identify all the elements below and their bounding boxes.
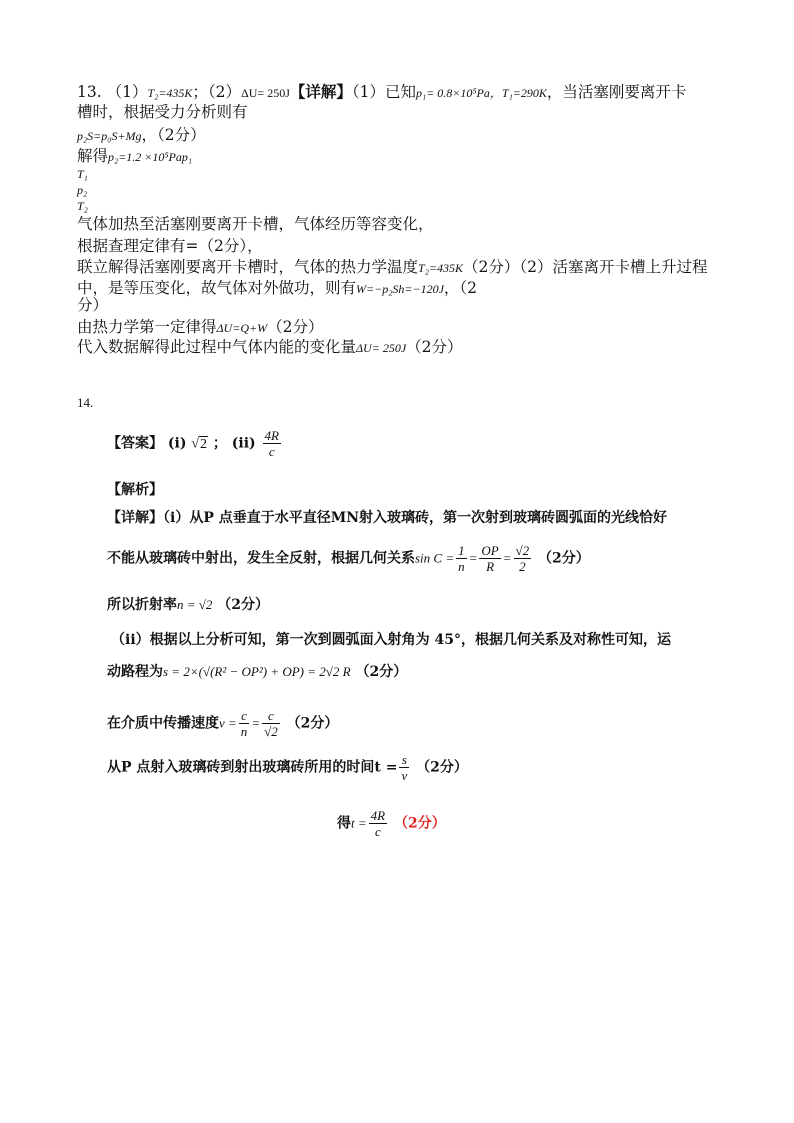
q13-part1: （1） bbox=[106, 83, 148, 101]
q14-f2-num: OP bbox=[481, 543, 499, 558]
q14-f5-num: c bbox=[262, 708, 280, 724]
q14-detail-line-4: （ii）根据以上分析可知，第一次到圆弧面入射角为 45°，根据几何关系及对称性可知，运 bbox=[111, 632, 671, 648]
q14-f4-den: n bbox=[240, 724, 248, 739]
q14-analysis-label: 【解析】 bbox=[107, 482, 163, 498]
q14-frac-4r-c bbox=[369, 808, 387, 839]
q13-line-9: 根据查理定律有=（2分）， bbox=[77, 237, 263, 255]
q14-answer-line bbox=[107, 428, 283, 459]
q14-f4-num: c bbox=[239, 708, 250, 724]
q14-frac-op-r bbox=[479, 543, 500, 574]
q14-f1-num: 1 bbox=[458, 543, 465, 558]
q14-detail-line-1: 【详解】（i）从P 点垂直于水平直径MN射入玻璃砖，第一次射到玻璃砖圆弧面的光线恰好 bbox=[107, 510, 668, 526]
q13-line-10 bbox=[77, 257, 707, 278]
q14-f6-den: v bbox=[401, 768, 408, 783]
q14-answer-sqrt: √2 bbox=[191, 436, 208, 452]
q14-answer-frac-num: 4R bbox=[264, 428, 279, 443]
q14-detail-line-3 bbox=[107, 595, 269, 615]
q14-answer-radicand: 2 bbox=[200, 436, 208, 452]
q14-f3-num: √2 bbox=[515, 543, 530, 558]
q13-points: ，（2分） bbox=[141, 126, 206, 144]
q14-answer-fraction bbox=[263, 428, 281, 459]
q14-path-equation: s = 2×(√(R² − OP²) + OP) = 2√2 R bbox=[163, 664, 351, 679]
q13-sep: ；（2） bbox=[192, 83, 242, 101]
q14-detail-line-2: 不能从玻璃砖中射出，发生全反射，根据几何关系sin C = $\frac{1}{n}$ = $\frac{OP}{R}$ = $\frac{√2}{2}$ （2分） bbox=[107, 543, 590, 574]
q14-refractive-index: n = √2 bbox=[177, 597, 213, 612]
q14-detail-line-8 bbox=[337, 808, 446, 839]
q14-d3-pts: （2分） bbox=[217, 597, 270, 613]
q14-d5-pts: （2分） bbox=[355, 664, 408, 680]
q14-frac-c-n bbox=[239, 708, 250, 739]
q14-velocity: v = bbox=[219, 715, 237, 731]
q14-frac-sqrt2-2 bbox=[514, 543, 532, 574]
q14-d6-pts: （2分） bbox=[286, 715, 339, 732]
q13-work-equation: W=−p₂Sh=−120J bbox=[356, 282, 444, 296]
q13-fragment-t2: T₂ bbox=[77, 199, 88, 213]
q13-line-8: 气体加热至活塞刚要离开卡槽，气体经历等容变化， bbox=[77, 215, 434, 233]
q13-line-14 bbox=[77, 337, 463, 358]
q14-detail-line-6: 在介质中传播速度v = $\frac{c}{n}$ = $\frac{c}{√2}$ （2分） bbox=[107, 708, 339, 739]
q14-frac-s-v bbox=[399, 752, 409, 783]
q13-force-equation: p₂S=p₀S+Mg bbox=[77, 129, 142, 143]
q14-f1-den: n bbox=[458, 559, 465, 574]
q14-detail-line-7 bbox=[107, 752, 468, 783]
q14-d2-text: 不能从玻璃砖中射出，发生全反射，根据几何关系 bbox=[107, 550, 415, 567]
q13-l11-tail: ，（2 bbox=[443, 279, 478, 297]
q14-answer-ii: (ii) bbox=[231, 435, 256, 452]
q13-line-3 bbox=[77, 125, 206, 146]
q14-answer-frac-den: c bbox=[268, 444, 275, 459]
q13-line-12: 分） bbox=[77, 296, 109, 314]
q13-p1: p₁= 0.8×10⁵Pa bbox=[416, 86, 490, 100]
q13-l10-text: 联立解得活塞刚要离开卡槽时，气体的热力学温度 bbox=[77, 258, 419, 276]
q14-d2-pts: （2分） bbox=[538, 550, 590, 567]
q14-d7-pts: （2分） bbox=[416, 759, 468, 776]
q13-first-law: ΔU=Q+W bbox=[216, 321, 268, 335]
q14-time: t = bbox=[351, 815, 367, 831]
q13-p1-fragment: p₁ bbox=[181, 150, 193, 164]
q14-frac-c-sqrt2 bbox=[262, 708, 280, 739]
q13-fragment-p2: p₂ bbox=[77, 183, 88, 197]
q14-d7-text: 从P 点射入玻璃砖到射出玻璃砖所用的时间t = bbox=[107, 759, 398, 776]
q13-text: （1）已知 bbox=[351, 83, 417, 101]
q13-tail: ，当活塞刚要离开卡 bbox=[546, 83, 687, 101]
q13-fragment-t1: T₁ bbox=[77, 167, 88, 181]
q13-number: 13. bbox=[77, 83, 102, 101]
q13-line-13 bbox=[77, 317, 323, 338]
q14-number: 14. bbox=[77, 395, 94, 410]
q14-answer-i: (i) bbox=[167, 435, 187, 452]
q13-p2-result: p₂=1.2 ×10⁵Pa bbox=[108, 150, 182, 164]
q13-l10-tail: （2分）（2）活塞离开卡槽上升过程 bbox=[462, 258, 708, 276]
q14-f2-den: R bbox=[486, 559, 495, 574]
q13-answer2: ΔU= 250J bbox=[241, 86, 290, 100]
q14-f6-num: s bbox=[399, 752, 409, 768]
q14-d6-text: 在介质中传播速度 bbox=[107, 715, 219, 732]
q13-line-4 bbox=[77, 146, 192, 167]
q14-d8-pts-red: （2分） bbox=[393, 815, 446, 832]
q14-f3-den: 2 bbox=[519, 559, 526, 574]
q14-sin-c: sin C = bbox=[415, 550, 455, 566]
q14-d5-text: 动路程为 bbox=[107, 664, 163, 680]
q14-answer-sep: ； bbox=[212, 435, 227, 452]
q14-answer-label: 【答案】 bbox=[107, 435, 163, 452]
q14-f7-den: c bbox=[374, 824, 381, 839]
q13-l13-pts: （2分） bbox=[267, 318, 324, 336]
q13-energy-result: ΔU= 250J bbox=[356, 341, 407, 355]
q13-solve-label: 解得 bbox=[77, 147, 109, 165]
q13-line-2: 槽时，根据受力分析则有 bbox=[77, 103, 248, 121]
q14-f5-den: √2 bbox=[264, 724, 278, 739]
q13-l14-pts: （2分） bbox=[406, 338, 463, 356]
q13-l13-text: 由热力学第一定律得 bbox=[77, 318, 217, 336]
q14-detail-line-5 bbox=[107, 662, 407, 682]
q13-line-1 bbox=[77, 82, 686, 103]
q13-t2-result: T₂=435K bbox=[418, 261, 463, 275]
q13-detail-label: 【详解】 bbox=[289, 82, 352, 101]
q14-d8-text: 得 bbox=[337, 815, 351, 832]
q13-t1: ，T₁=290K bbox=[489, 86, 547, 100]
q14-f7-num: 4R bbox=[370, 808, 386, 823]
q13-l11-text: 中，是等压变化，故气体对外做功，则有 bbox=[77, 279, 357, 297]
q13-answer1: T₂=435K bbox=[147, 86, 193, 100]
q13-l14-text: 代入数据解得此过程中气体内能的变化量 bbox=[77, 338, 357, 356]
q13-line-11 bbox=[77, 278, 477, 299]
q14-d3-text: 所以折射率 bbox=[107, 597, 177, 613]
q14-frac-1-n bbox=[456, 543, 467, 574]
